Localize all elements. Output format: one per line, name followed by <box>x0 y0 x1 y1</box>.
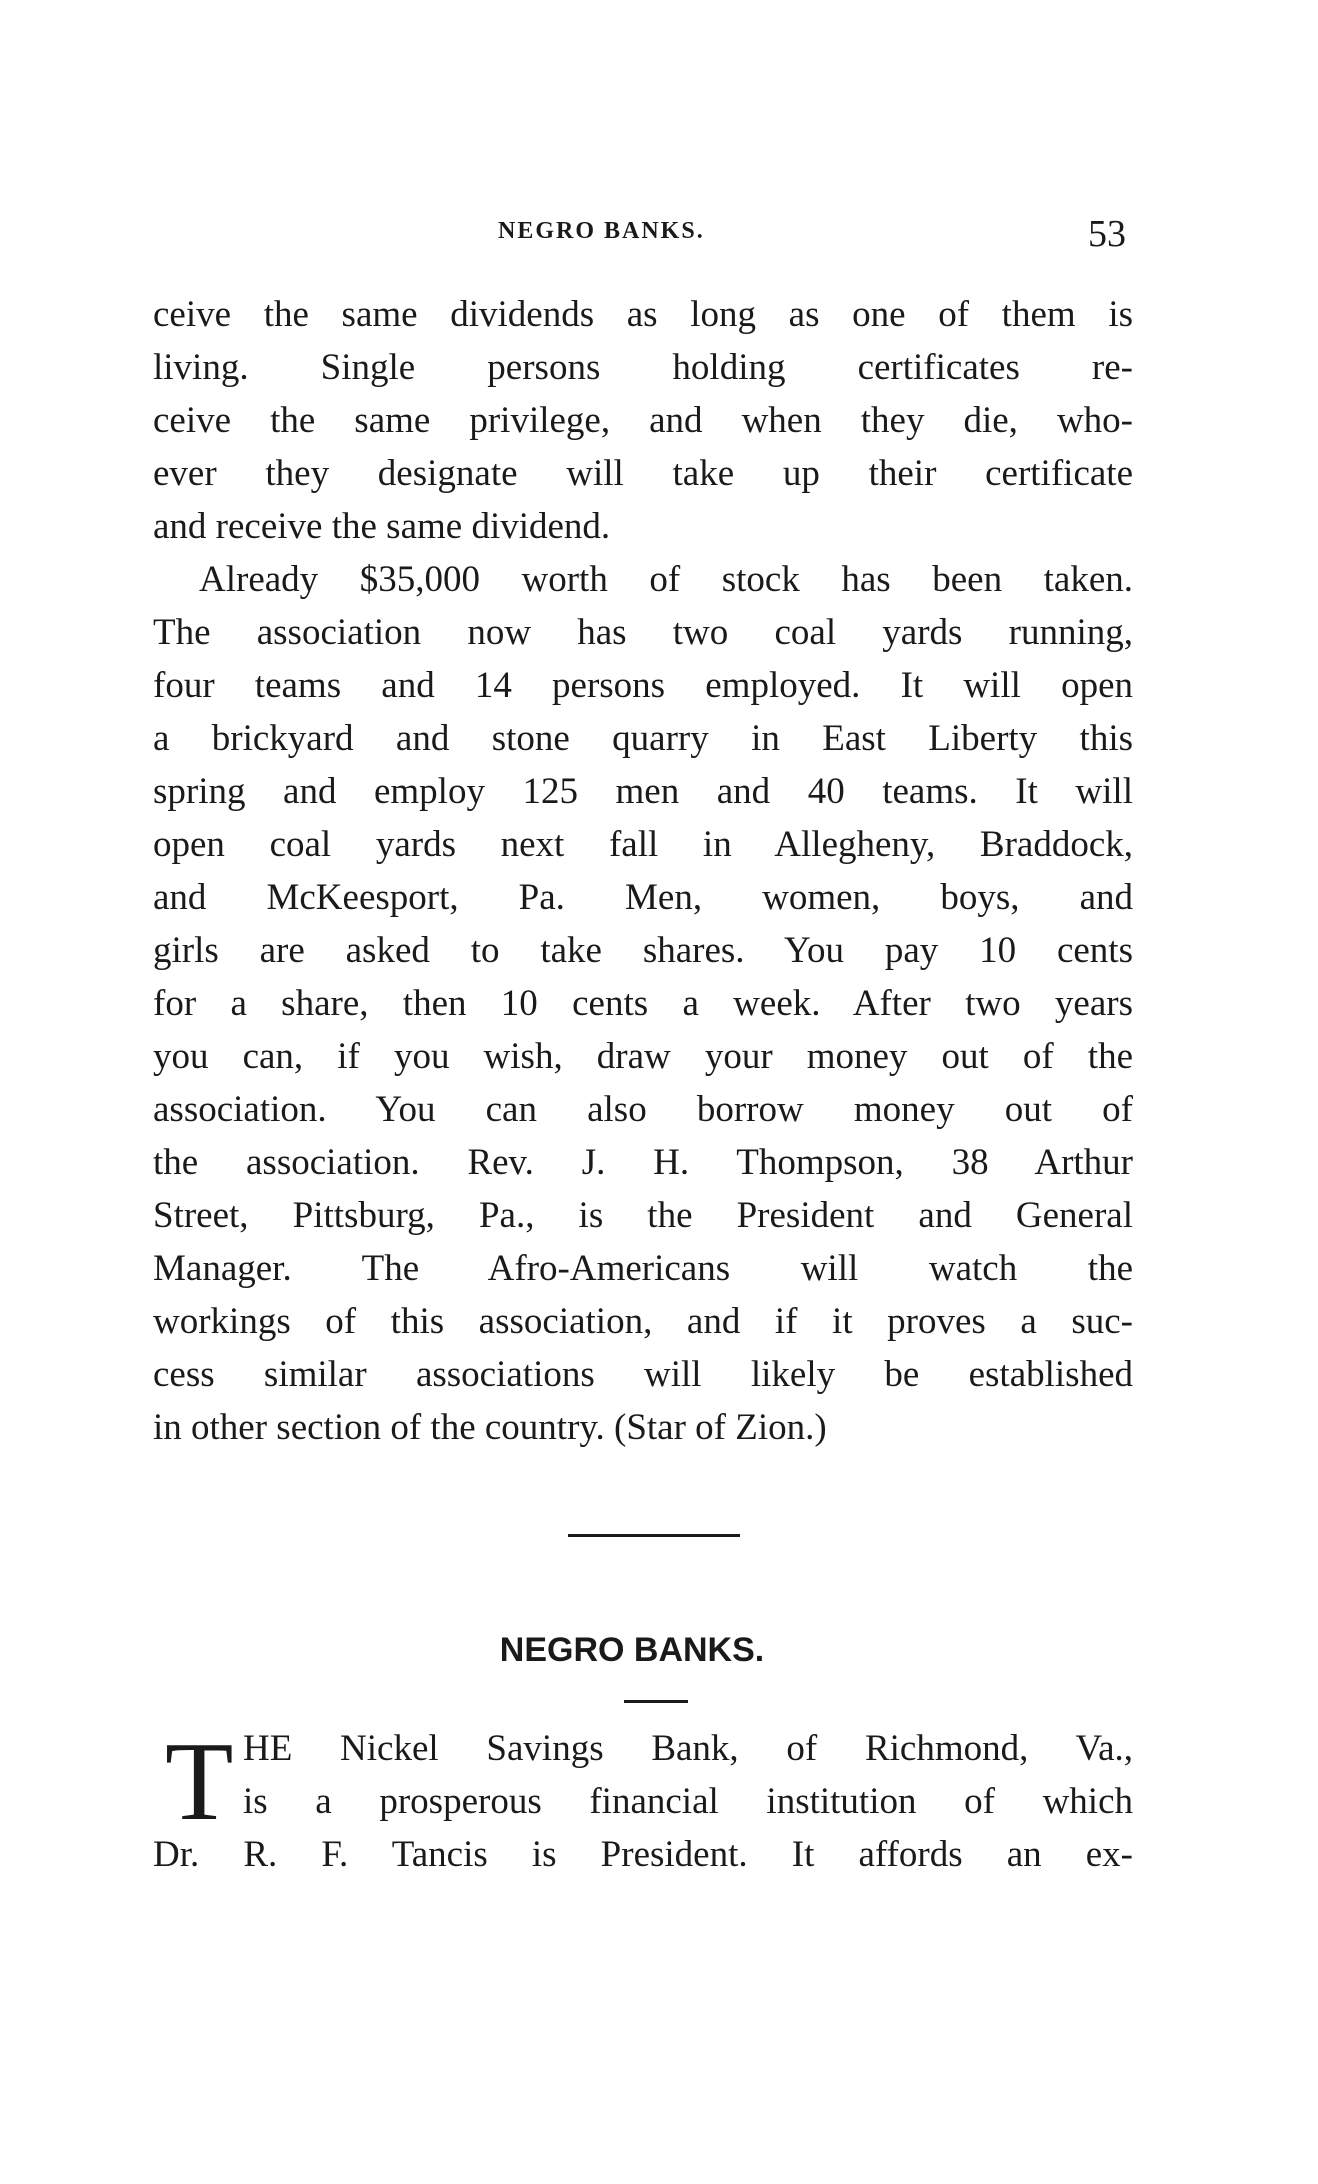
text-line: cess similar associations will likely be established <box>153 1354 1133 1395</box>
running-title: NEGRO BANKS. <box>498 218 705 244</box>
paragraph-association <box>153 553 1133 1454</box>
text-line: ceive the same dividends as long as one of them is <box>153 294 1133 335</box>
text-line: for a share, then 10 cents a week. After two years <box>153 983 1133 1024</box>
text-line: HE Nickel Savings Bank, of Richmond, Va., <box>243 1728 1133 1769</box>
text-line: four teams and 14 persons employed. It will open <box>153 665 1133 706</box>
body-text <box>153 288 1133 1454</box>
section-heading-text: NEGRO BANKS. <box>499 1631 765 1669</box>
section-paragraph <box>153 1722 1133 1881</box>
text-line: workings of this association, and if it proves a suc- <box>153 1301 1133 1342</box>
text-line: the association. Rev. J. H. Thompson, 38 Arthur <box>153 1142 1133 1183</box>
text-line: Dr. R. F. Tancis is President. It affords an ex- <box>153 1834 1133 1875</box>
text-line: association. You can also borrow money out of <box>153 1089 1133 1130</box>
text-line: Street, Pittsburg, Pa., is the President and General <box>153 1195 1133 1236</box>
running-head <box>0 212 1318 255</box>
text-line: girls are asked to take shares. You pay 10 cents <box>153 930 1133 971</box>
section-heading <box>0 1631 1318 1670</box>
heading-underline <box>624 1700 688 1703</box>
text-line: ceive the same privilege, and when they die, who- <box>153 400 1133 441</box>
drop-cap: T <box>165 1720 234 1844</box>
text-line: you can, if you wish, draw your money out of the <box>153 1036 1133 1077</box>
text-line: and receive the same dividend. <box>153 506 611 547</box>
text-line: living. Single persons holding certificates re- <box>153 347 1133 388</box>
text-line: spring and employ 125 men and 40 teams. It will <box>153 771 1133 812</box>
section-divider <box>568 1534 740 1537</box>
text-line: Already $35,000 worth of stock has been taken. <box>199 559 1133 600</box>
text-line: The association now has two coal yards running, <box>153 612 1133 653</box>
text-line: Manager. The Afro-Americans will watch the <box>153 1248 1133 1289</box>
text-line: a brickyard and stone quarry in East Liberty this <box>153 718 1133 759</box>
text-line: is a prosperous financial institution of which <box>243 1781 1133 1822</box>
page-number: 53 <box>1088 213 1126 255</box>
text-line: ever they designate will take up their certificate <box>153 453 1133 494</box>
text-line: and McKeesport, Pa. Men, women, boys, and <box>153 877 1133 918</box>
paragraph-continued <box>153 288 1133 553</box>
text-line: in other section of the country. (Star of Zion.) <box>153 1407 827 1448</box>
text-line: open coal yards next fall in Allegheny, Braddock, <box>153 824 1133 865</box>
